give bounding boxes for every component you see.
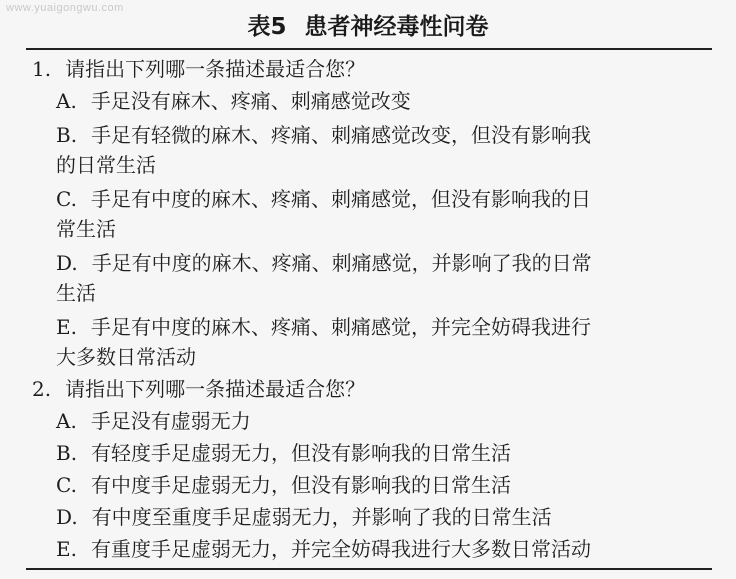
option-text: 手足有中度的麻木、疼痛、刺痛感觉，并影响了我的日常 — [91, 251, 592, 275]
q2-option-b — [56, 438, 511, 468]
option-letter: E. — [56, 537, 77, 561]
q1-option-b — [56, 120, 591, 150]
option-text: 手足有轻微的麻木、疼痛、刺痛感觉改变，但没有影响我 — [91, 123, 592, 147]
option-text: 有重度手足虚弱无力，并完全妨碍我进行大多数日常活动 — [90, 537, 591, 561]
table-label: 表5 — [247, 14, 287, 40]
option-letter: C. — [56, 187, 77, 211]
option-letter: A. — [56, 409, 77, 433]
q2-option-e — [56, 534, 591, 564]
option-letter: B. — [56, 123, 78, 147]
q2-option-d — [56, 502, 552, 532]
option-letter: E. — [56, 315, 77, 339]
option-text: 有轻度手足虚弱无力，但没有影响我的日常生活 — [91, 441, 512, 465]
question-number: 2. — [32, 377, 52, 401]
q1-option-b-continued: 的日常生活 — [56, 153, 156, 177]
page-title — [0, 8, 736, 41]
question-text: 请指出下列哪一条描述最适合您？ — [65, 57, 366, 81]
option-letter: B. — [56, 441, 78, 465]
option-text: 手足没有麻木、疼痛、刺痛感觉改变 — [90, 89, 411, 113]
option-text: 有中度手足虚弱无力，但没有影响我的日常生活 — [90, 473, 511, 497]
option-text: 手足有中度的麻木、疼痛、刺痛感觉，但没有影响我的日 — [90, 187, 591, 211]
option-text: 手足有中度的麻木、疼痛、刺痛感觉，并完全妨碍我进行 — [90, 315, 591, 339]
question-1 — [32, 54, 365, 84]
option-text: 手足没有虚弱无力 — [90, 409, 251, 433]
q1-option-e — [56, 312, 591, 342]
option-letter: D. — [56, 251, 78, 275]
question-2 — [32, 374, 365, 404]
watermark: www.yuaigongwu.com — [6, 2, 124, 14]
table-title: 患者神经毒性问卷 — [304, 14, 489, 40]
q2-option-a — [56, 406, 251, 436]
q1-option-d-continued: 生活 — [56, 281, 96, 305]
option-letter: C. — [56, 473, 77, 497]
question-text: 请指出下列哪一条描述最适合您？ — [65, 377, 366, 401]
option-letter: A. — [56, 89, 77, 113]
q1-option-c — [56, 184, 591, 214]
q1-option-c-continued: 常生活 — [56, 217, 116, 241]
q1-option-d — [56, 248, 592, 278]
option-text: 有中度至重度手足虚弱无力，并影响了我的日常生活 — [91, 505, 552, 529]
question-number: 1. — [32, 57, 52, 81]
option-letter: D. — [56, 505, 78, 529]
q2-option-c — [56, 470, 511, 500]
q1-option-e-continued: 大多数日常活动 — [56, 345, 196, 369]
bottom-rule — [26, 568, 712, 570]
top-rule — [26, 48, 712, 50]
q1-option-a — [56, 86, 411, 116]
